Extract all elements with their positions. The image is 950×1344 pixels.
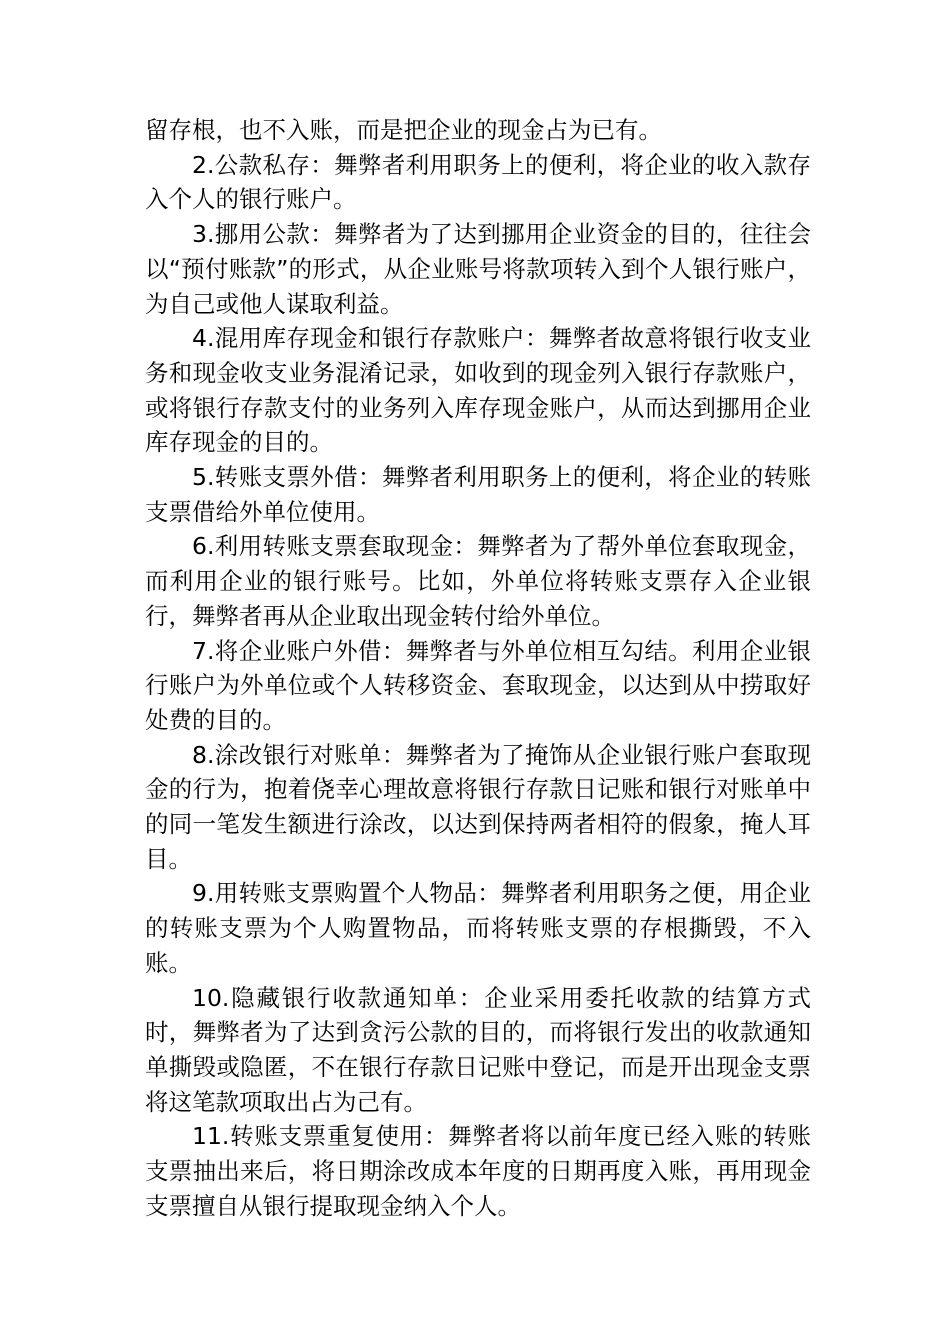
paragraph-item-5: 5.转账支票外借：舞弊者利用职务上的便利，将企业的转账支票借给外单位使用。 bbox=[145, 463, 811, 526]
paragraph-item-11: 11.转账支票重复使用：舞弊者将以前年度已经入账的转账支票抽出来后，将日期涂改成本年度的日期再度入账，再用现金支票擅自从银行提取现金纳入个人。 bbox=[145, 1122, 811, 1220]
paragraph-item-10: 10.隐藏银行收款通知单：企业采用委托收款的结算方式时，舞弊者为了达到贪污公款的目的，而将银行发出的收款通知单撕毁或隐匿，不在银行存款日记账中登记，而是开出现金支票将这笔款项取出占为己有。 bbox=[145, 983, 811, 1116]
paragraph-continuation: 留存根，也不入账，而是把企业的现金占为已有。 bbox=[145, 116, 662, 144]
paragraph-item-7: 7.将企业账户外借：舞弊者与外单位相互勾结。利用企业银行账户为外单位或个人转移资金、套取现金，以达到从中捞取好处费的目的。 bbox=[145, 636, 811, 734]
paragraph-item-9: 9.用转账支票购置个人物品：舞弊者利用职务之便，用企业的转账支票为个人购置物品，而将转账支票的存根撕毁，不入账。 bbox=[145, 879, 811, 977]
paragraph-item-4: 4.混用库存现金和银行存款账户：舞弊者故意将银行收支业务和现金收支业务混淆记录，如收到的现金列入银行存款账户，或将银行存款支付的业务列入库存现金账户，从而达到挪用企业库存现金的目的。 bbox=[145, 324, 811, 457]
paragraph-item-2: 2.公款私存：舞弊者利用职务上的便利，将企业的收入款存入个人的银行账户。 bbox=[145, 150, 811, 214]
paragraph-item-3: 3.挪用公款：舞弊者为了达到挪用企业资金的目的，往往会以“预付账款”的形式，从企业账号将款项转入到个人银行账户，为自己或他人谋取利益。 bbox=[145, 220, 811, 318]
paragraph-item-8: 8.涂改银行对账单：舞弊者为了掩饰从企业银行账户套取现金的行为，抱着侥幸心理故意将银行存款日记账和银行对账单中的同一笔发生额进行涂改，以达到保持两者相符的假象，掩人耳目。 bbox=[145, 740, 811, 873]
document-page bbox=[145, 113, 811, 1224]
paragraph-item-6: 6.利用转账支票套取现金：舞弊者为了帮外单位套取现金，而利用企业的银行账号。比如，外单位将转账支票存入企业银行，舞弊者再从企业取出现金转付给外单位。 bbox=[145, 532, 811, 630]
